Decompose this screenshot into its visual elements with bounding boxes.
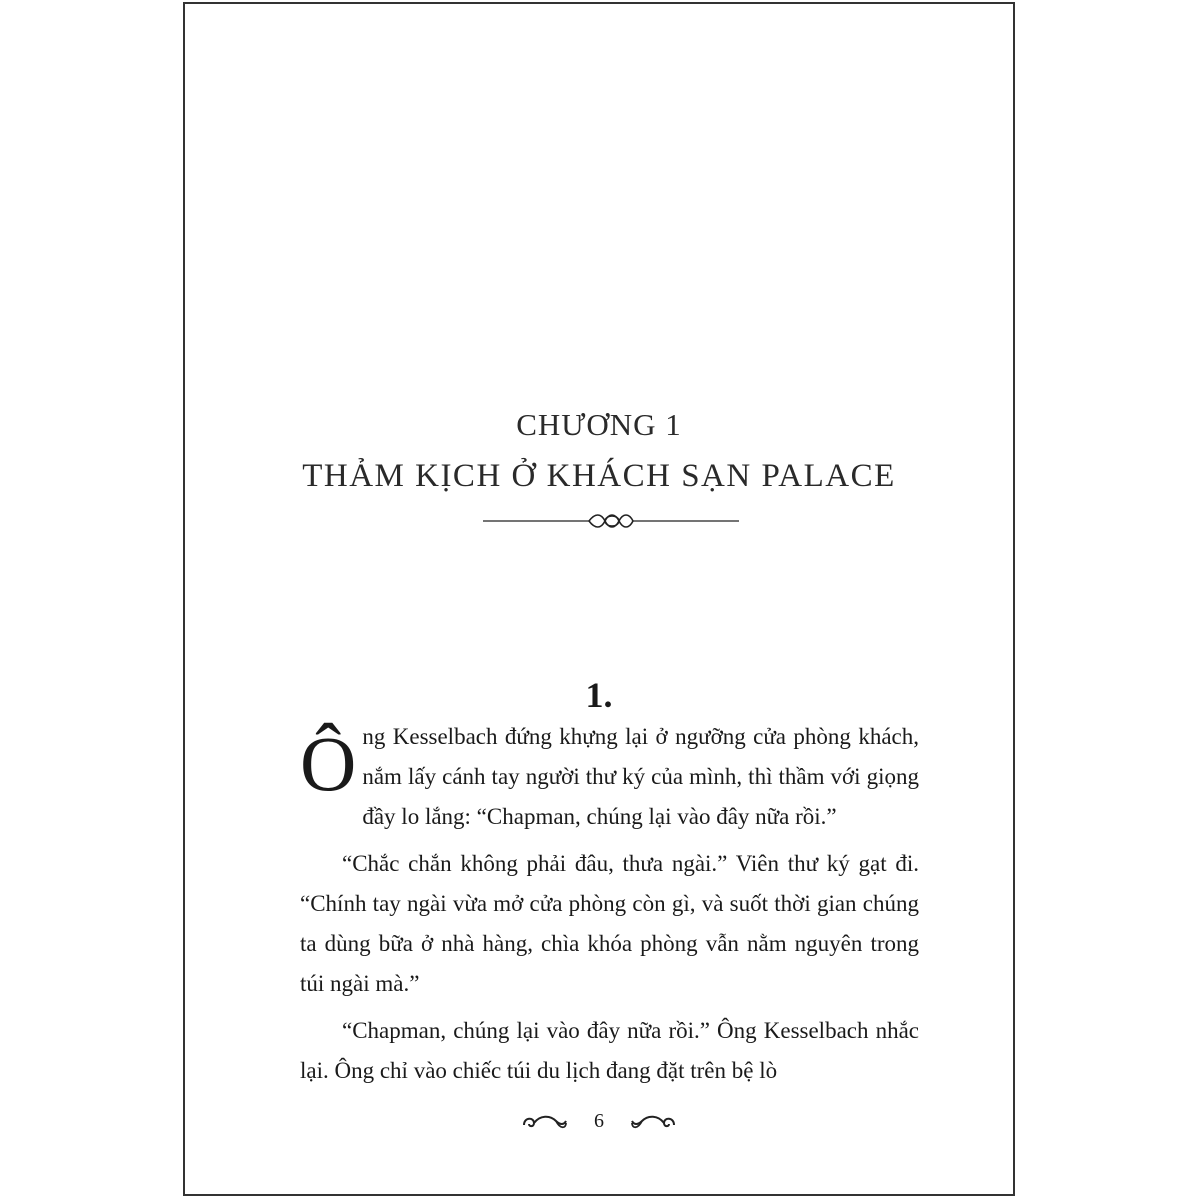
chapter-number: CHƯƠNG 1 — [516, 407, 682, 442]
knot-divider-ornament — [481, 506, 741, 536]
page-footer — [185, 1110, 1013, 1133]
page-number: 6 — [594, 1110, 604, 1132]
drop-cap: Ô — [300, 720, 357, 807]
scroll-ornament-left-icon — [520, 1111, 570, 1133]
chapter-title: THẢM KỊCH Ở KHÁCH SẠN PALACE — [302, 458, 896, 494]
paragraph: “Chắc chắn không phải đâu, thưa ngài.” Viên thư ký gạt đi. “Chính tay ngài vừa mở cửa phòng còn gì, và suốt thời gian chúng ta dùng bữa ở nhà hàng, chìa khóa phòng vẫn nằm nguyên trong túi ngài mà.” — [300, 851, 919, 996]
paragraph: “Chapman, chúng lại vào đây nữa rồi.” Ông Kesselbach nhắc lại. Ông chỉ vào chiếc túi du lịch đang đặt trên bệ lò — [300, 1018, 919, 1083]
paragraph-text: ng Kesselbach đứng khựng lại ở ngưỡng cửa phòng khách, nắm lấy cánh tay người thư ký của mình, thì thầm với giọng đầy lo lắng: “Chapman, chúng lại vào đây nữa rồi.” — [362, 724, 919, 829]
chapter-body-text — [300, 717, 919, 1098]
paragraph — [300, 717, 919, 837]
book-page — [183, 2, 1015, 1196]
scroll-ornament-right-icon — [628, 1111, 678, 1133]
section-number: 1. — [585, 675, 613, 715]
